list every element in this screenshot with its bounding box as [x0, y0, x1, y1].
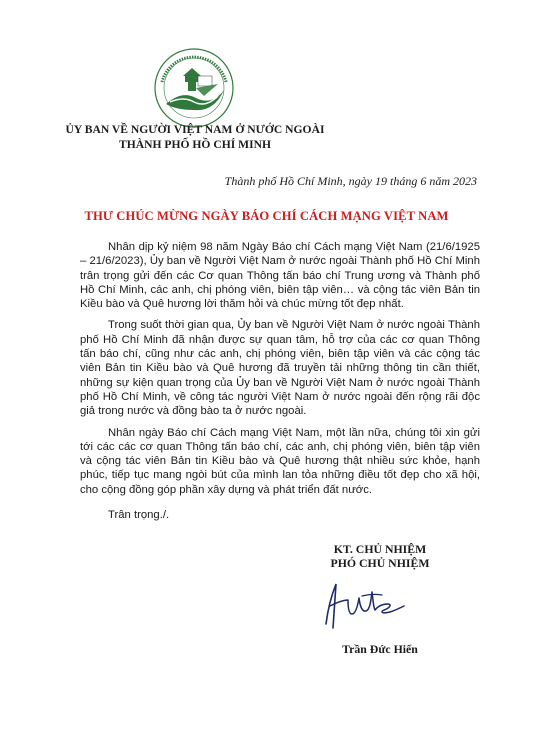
- letter-title: THƯ CHÚC MỪNG NGÀY BÁO CHÍ CÁCH MẠNG VIỆT NAM: [84, 209, 449, 223]
- vietnamese-overseas-committee-emblem-icon: [152, 46, 236, 130]
- handwritten-signature-icon: [318, 578, 410, 632]
- organization-city-line: THÀNH PHỐ HỒ CHÍ MINH: [118, 137, 271, 151]
- body-paragraph: Trong suốt thời gian qua, Ủy ban về Người Việt Nam ở nước ngoài Thành phố Hồ Chí Minh đã nhận được sự quan tâm, hỗ trợ của các cơ quan Thông tấn báo chí, cũng như các anh, chị phóng viên, biên tập viên và các cộng tác viên Bản tin Kiều bào và Quê hương đã truyền tải những thông tin cần thiết, những sự kiện quan trọng của Ủy ban về Người Việt Nam ở nước ngoài Thành phố Hồ Chí Minh, về công tác người Việt Nam ở nước ngoài đến rộng rãi độc giả trong nước và đồng bào ta ở nước ngoài.: [80, 319, 480, 418]
- position-line: KT. CHỦ NHIỆM: [333, 542, 427, 556]
- dateline: Thành phố Hồ Chí Minh, ngày 19 tháng 6 năm 2023: [224, 174, 477, 188]
- position-line: PHÓ CHỦ NHIỆM: [330, 556, 430, 570]
- closing-text: Trân trọng./.: [108, 509, 170, 521]
- body-paragraph: Nhân ngày Báo chí Cách mạng Việt Nam, một lần nữa, chúng tôi xin gửi tới các các cơ quan Thông tấn báo chí, các anh, chị phóng viên, biên tập viên và cộng tác viên Bản tin Kiều bào và Quê hương thật nhiều sức khỏe, hạnh phúc, tiếp tục mang ngòi bút của mình lan tỏa những điều tốt đẹp cho xã hội, cho cộng đồng góp phần xây dựng và phát triển đất nước.: [80, 426, 480, 496]
- letter-body: [80, 240, 480, 504]
- signer-name: Trần Đức Hiển: [342, 642, 418, 656]
- signature-title-block: [310, 542, 450, 570]
- organization-name: [60, 123, 330, 152]
- body-paragraph: Nhân dịp kỷ niệm 98 năm Ngày Báo chí Cách mạng Việt Nam (21/6/1925 – 21/6/2023), Ủy ban về Người Việt Nam ở nước ngoài Thành phố Hồ Chí Minh trân trọng gửi đến các Cơ quan Thông tấn báo chí Trung ương và Thành phố Hồ Chí Minh, các anh, chị phóng viên, biên tập viên… và cộng tác viên Bản tin Kiều bào và Quê hương lời thăm hỏi và chúc mừng tốt đẹp nhất.: [80, 241, 480, 311]
- organization-line: ỦY BAN VỀ NGƯỜI VIỆT NAM Ở NƯỚC NGOÀI: [65, 123, 325, 136]
